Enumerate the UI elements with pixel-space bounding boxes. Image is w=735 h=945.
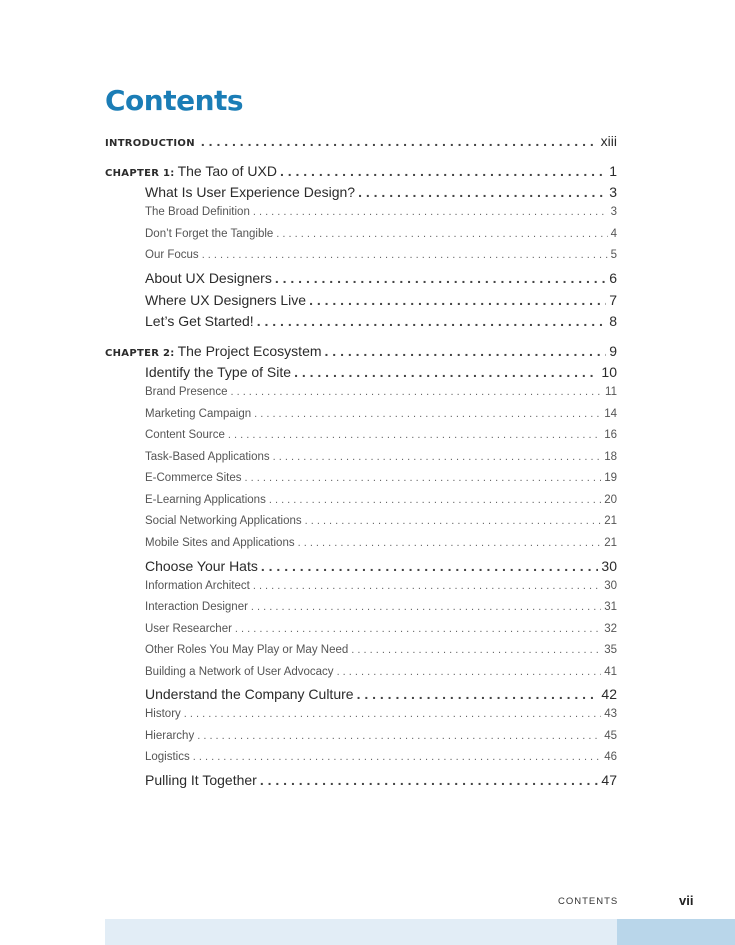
toc-entry-label — [145, 558, 258, 574]
toc-subsection-entry[interactable] — [145, 708, 617, 720]
toc-leader-dots — [260, 772, 599, 788]
toc-entry-label — [145, 730, 194, 742]
toc-entry-label — [105, 133, 198, 149]
toc-entry-title: E-Learning Applications — [145, 494, 266, 506]
toc-page-number: 7 — [609, 292, 617, 308]
toc-entry-label — [105, 163, 277, 179]
page-title: Contents — [105, 84, 244, 117]
toc-leader-dots — [276, 228, 607, 240]
toc-chapter-prefix: INTRODUCTION — [105, 138, 195, 149]
toc-page-number: 3 — [609, 184, 617, 200]
toc-subsection-entry[interactable] — [145, 580, 617, 592]
toc-entry-label — [145, 292, 306, 308]
toc-entry-title: Building a Network of User Advocacy — [145, 666, 334, 678]
toc-chapter-entry[interactable] — [105, 343, 617, 359]
toc-page-number: 21 — [604, 515, 617, 527]
toc-subsection-entry[interactable] — [145, 228, 617, 240]
toc-entry-label — [145, 228, 273, 240]
toc-entry-label — [145, 644, 348, 656]
toc-subsection-entry[interactable] — [145, 386, 617, 398]
toc-section-entry[interactable] — [145, 313, 617, 329]
toc-entry-title: Understand the Company Culture — [145, 686, 354, 702]
toc-entry-label — [145, 772, 257, 788]
toc-subsection-entry[interactable] — [145, 249, 617, 261]
toc-entry-label — [145, 364, 291, 380]
toc-page-number: 9 — [609, 343, 617, 359]
toc-page-number: 6 — [609, 270, 617, 286]
toc-entry-title: What Is User Experience Design? — [145, 184, 356, 200]
toc-leader-dots — [337, 666, 602, 678]
toc-entry-title: Other Roles You May Play or May Need — [145, 644, 349, 656]
toc-entry-title: E-Commerce Sites — [145, 472, 242, 484]
toc-entry-label — [145, 408, 251, 420]
toc-entry-title: Mobile Sites and Applications — [145, 537, 295, 549]
toc-entry-label — [145, 537, 295, 549]
toc-leader-dots — [275, 270, 606, 286]
toc-subsection-entry[interactable] — [145, 494, 617, 506]
toc-page-number: 10 — [601, 364, 617, 380]
toc-leader-dots — [257, 313, 607, 329]
toc-leader-dots — [298, 537, 602, 549]
toc-subsection-entry[interactable] — [145, 206, 617, 218]
toc-leader-dots — [253, 206, 608, 218]
toc-page-number: 42 — [601, 686, 617, 702]
toc-entry-label — [145, 601, 248, 613]
toc-leader-dots — [228, 429, 601, 441]
toc-leader-dots — [193, 751, 601, 763]
toc-section-entry[interactable] — [145, 558, 617, 574]
toc-page-number: 46 — [604, 751, 617, 763]
toc-entry-title: The Tao of UXD — [177, 163, 277, 179]
toc-page-number: 11 — [605, 386, 617, 398]
toc-leader-dots — [261, 558, 599, 574]
toc-chapter-prefix: CHAPTER 2: — [105, 348, 175, 359]
toc-page-number: 1 — [609, 163, 617, 179]
footer-band — [105, 919, 617, 945]
toc-subsection-entry[interactable] — [145, 730, 617, 742]
toc-leader-dots — [325, 343, 607, 359]
running-footer-label: CONTENTS — [558, 896, 619, 907]
toc-entry-label — [145, 515, 302, 527]
toc-entry-label — [145, 472, 242, 484]
toc-page-number: 14 — [604, 408, 617, 420]
toc-entry-title: Pulling It Together — [145, 772, 257, 788]
toc-entry-label — [145, 451, 270, 463]
toc-leader-dots — [235, 623, 601, 635]
toc-page-number: 47 — [601, 772, 617, 788]
toc-page-number: 30 — [604, 580, 617, 592]
toc-entry-label — [145, 206, 250, 218]
toc-leader-dots — [230, 386, 602, 398]
toc-entry-label — [145, 249, 199, 261]
toc-entry-label — [145, 270, 272, 286]
toc-page-number: 30 — [601, 558, 617, 574]
toc-entry-label — [145, 708, 181, 720]
toc-section-entry[interactable] — [145, 270, 617, 286]
footer-band-tab — [617, 919, 735, 945]
toc-subsection-entry[interactable] — [145, 472, 617, 484]
toc-entry-title: User Researcher — [145, 623, 232, 635]
toc-entry-label — [145, 184, 355, 200]
toc-page-number: 41 — [604, 666, 617, 678]
toc-page-number: 19 — [604, 472, 617, 484]
toc-leader-dots — [294, 364, 598, 380]
toc-leader-dots — [254, 408, 601, 420]
toc-entry-title: Logistics — [145, 751, 190, 763]
toc-entry-title: Let’s Get Started! — [145, 313, 254, 329]
toc-subsection-entry[interactable] — [145, 451, 617, 463]
toc-page-number: 20 — [604, 494, 617, 506]
toc-entry-label — [145, 386, 227, 398]
page-number: vii — [679, 893, 694, 908]
toc-page-number: 16 — [604, 429, 617, 441]
toc-page-number: xiii — [600, 133, 617, 149]
toc-entry-label — [145, 429, 225, 441]
toc-leader-dots — [351, 644, 601, 656]
toc-entry-label — [105, 343, 322, 359]
toc-leader-dots — [245, 472, 602, 484]
toc-entry-label — [145, 494, 266, 506]
toc-chapter-entry[interactable] — [105, 133, 617, 149]
toc-leader-dots — [202, 249, 608, 261]
toc-page-number: 5 — [610, 249, 617, 261]
toc-subsection-entry[interactable] — [145, 408, 617, 420]
toc-subsection-entry[interactable] — [145, 623, 617, 635]
toc-leader-dots — [184, 708, 601, 720]
toc-chapter-entry[interactable] — [105, 163, 617, 179]
toc-subsection-entry[interactable] — [145, 751, 617, 763]
toc-entry-title: Information Architect — [145, 580, 250, 592]
toc-entry-title: History — [145, 708, 181, 720]
toc-page-number: 35 — [604, 644, 617, 656]
toc-leader-dots — [280, 163, 606, 179]
toc-entry-label — [145, 686, 354, 702]
toc-entry-label — [145, 313, 254, 329]
toc-section-entry[interactable] — [145, 772, 617, 788]
toc-entry-title: Content Source — [145, 429, 225, 441]
toc-leader-dots — [197, 730, 601, 742]
toc-subsection-entry[interactable] — [145, 429, 617, 441]
toc-subsection-entry[interactable] — [145, 537, 617, 549]
toc-leader-dots — [309, 292, 606, 308]
toc-chapter-prefix: CHAPTER 1: — [105, 168, 175, 179]
toc-page-number: 4 — [610, 228, 617, 240]
toc-subsection-entry[interactable] — [145, 601, 617, 613]
toc-entry-label — [145, 751, 190, 763]
toc-page-number: 21 — [604, 537, 617, 549]
toc-entry-title: Don’t Forget the Tangible — [145, 228, 274, 240]
toc-leader-dots — [305, 515, 602, 527]
toc-entry-title: Our Focus — [145, 249, 199, 261]
toc-entry-title: Social Networking Applications — [145, 515, 302, 527]
toc-entry-title: Hierarchy — [145, 730, 195, 742]
toc-page-number: 32 — [604, 623, 617, 635]
toc-entry-label — [145, 580, 250, 592]
toc-section-entry[interactable] — [145, 292, 617, 308]
toc-subsection-entry[interactable] — [145, 666, 617, 678]
toc-page-number: 31 — [604, 601, 617, 613]
toc-leader-dots — [357, 686, 599, 702]
toc-leader-dots — [201, 133, 598, 149]
toc-section-entry[interactable] — [145, 686, 617, 702]
toc-page-number: 18 — [604, 451, 617, 463]
toc-page-number: 43 — [604, 708, 617, 720]
toc-entry-title: Task-Based Applications — [145, 451, 270, 463]
toc-leader-dots — [269, 494, 601, 506]
toc-entry-title: Interaction Designer — [145, 601, 248, 613]
toc-entry-title: The Broad Definition — [145, 206, 250, 218]
toc-entry-title: The Project Ecosystem — [177, 343, 322, 359]
toc-leader-dots — [358, 184, 606, 200]
toc-entry-label — [145, 666, 334, 678]
toc-subsection-entry[interactable] — [145, 644, 617, 656]
toc-section-entry[interactable] — [145, 184, 617, 200]
toc-entry-title: Identify the Type of Site — [145, 364, 292, 380]
toc-page-number: 45 — [604, 730, 617, 742]
toc-entry-title: Marketing Campaign — [145, 408, 252, 420]
toc-entry-title: Brand Presence — [145, 386, 228, 398]
toc-leader-dots — [273, 451, 602, 463]
toc-entry-title: Choose Your Hats — [145, 558, 258, 574]
toc-leader-dots — [251, 601, 601, 613]
toc-page-number: 3 — [610, 206, 617, 218]
toc-entry-title: Where UX Designers Live — [145, 292, 307, 308]
toc-subsection-entry[interactable] — [145, 515, 617, 527]
toc-entry-label — [145, 623, 232, 635]
toc-page-number: 8 — [609, 313, 617, 329]
toc-leader-dots — [253, 580, 601, 592]
toc-entry-title: About UX Designers — [145, 270, 272, 286]
toc-section-entry[interactable] — [145, 364, 617, 380]
